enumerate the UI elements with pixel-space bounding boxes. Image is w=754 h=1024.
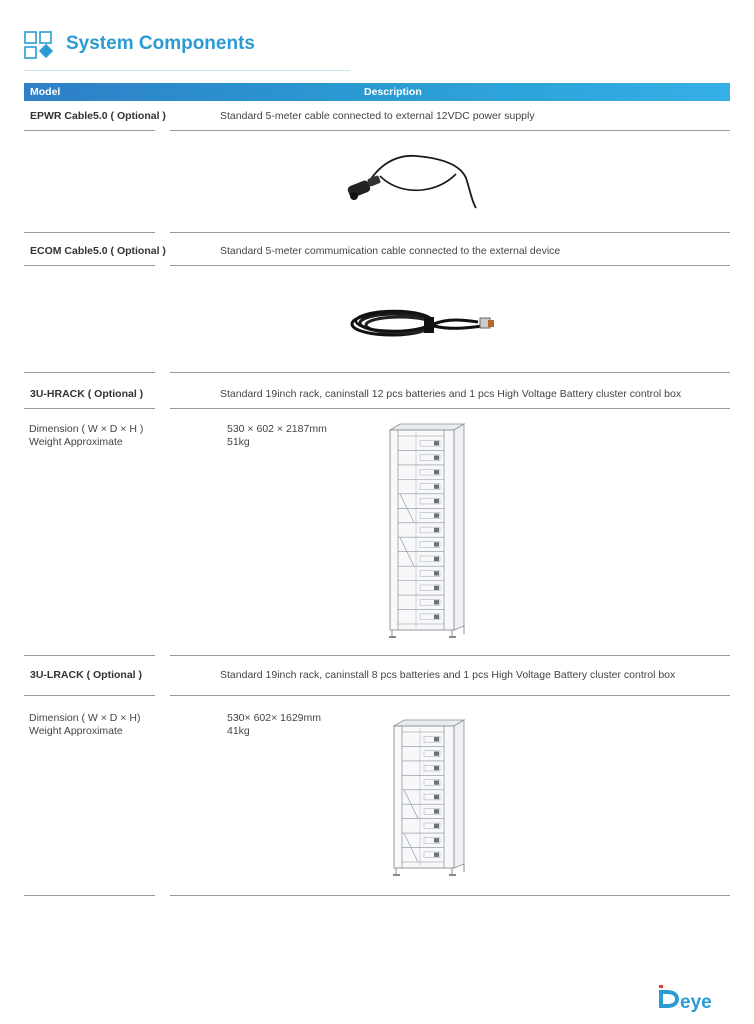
divider [170, 655, 730, 656]
table-header [24, 83, 730, 101]
desc-3u-lrack: Standard 19inch rack, caninstall 8 pcs batteries and 1 pcs High Voltage Battery cluster control box [220, 669, 676, 681]
header-description: Description [364, 86, 422, 98]
title-underline [24, 70, 350, 71]
spec-label-weight: Weight Approximate [29, 436, 123, 448]
svg-text:eye: eye [680, 992, 712, 1012]
spec-value-weight: 51kg [227, 436, 250, 448]
spec-labels-hrack [29, 423, 143, 449]
grid-squares-icon [24, 31, 56, 61]
spec-label-weight: Weight Approximate [29, 725, 123, 737]
spec-value-dimension: 530 × 602 × 2187mm [227, 423, 327, 435]
spec-label-dimension: Dimension ( W × D × H) [29, 712, 141, 724]
spec-labels-lrack [29, 712, 140, 738]
page-title: System Components [66, 33, 255, 54]
divider [170, 232, 730, 233]
divider [24, 655, 155, 656]
divider [170, 372, 730, 373]
divider [24, 130, 155, 131]
model-3u-lrack: 3U-LRACK ( Optional ) [30, 669, 142, 681]
spec-values-hrack [227, 423, 327, 449]
model-3u-hrack: 3U-HRACK ( Optional ) [30, 388, 144, 400]
spec-values-lrack [227, 712, 321, 738]
desc-epwr: Standard 5-meter cable connected to external 12VDC power supply [220, 110, 535, 122]
divider [170, 408, 730, 409]
model-epwr: EPWR Cable5.0 ( Optional ) [30, 110, 166, 122]
divider [170, 130, 730, 131]
divider [24, 895, 155, 896]
divider [170, 695, 730, 696]
model-ecom: ECOM Cable5.0 ( Optional ) [30, 245, 166, 257]
spec-label-dimension: Dimension ( W × D × H ) [29, 423, 144, 435]
divider [170, 265, 730, 266]
deye-logo [658, 982, 732, 1012]
spec-value-dimension: 530× 602× 1629mm [227, 712, 321, 724]
spec-value-weight: 41kg [227, 725, 250, 737]
desc-ecom: Standard 5-meter commumication cable connected to the external device [220, 245, 561, 257]
header-model: Model [30, 86, 61, 98]
divider [170, 895, 730, 896]
rack-high-image [386, 422, 470, 640]
power-cable-image [344, 150, 484, 212]
rack-low-image [390, 718, 470, 878]
divider [24, 408, 155, 409]
divider [24, 695, 155, 696]
desc-3u-hrack: Standard 19inch rack, caninstall 12 pcs batteries and 1 pcs High Voltage Battery cluster control box [220, 388, 682, 400]
communication-cable-image [348, 306, 504, 342]
divider [24, 232, 155, 233]
divider [24, 372, 155, 373]
divider [24, 265, 155, 266]
